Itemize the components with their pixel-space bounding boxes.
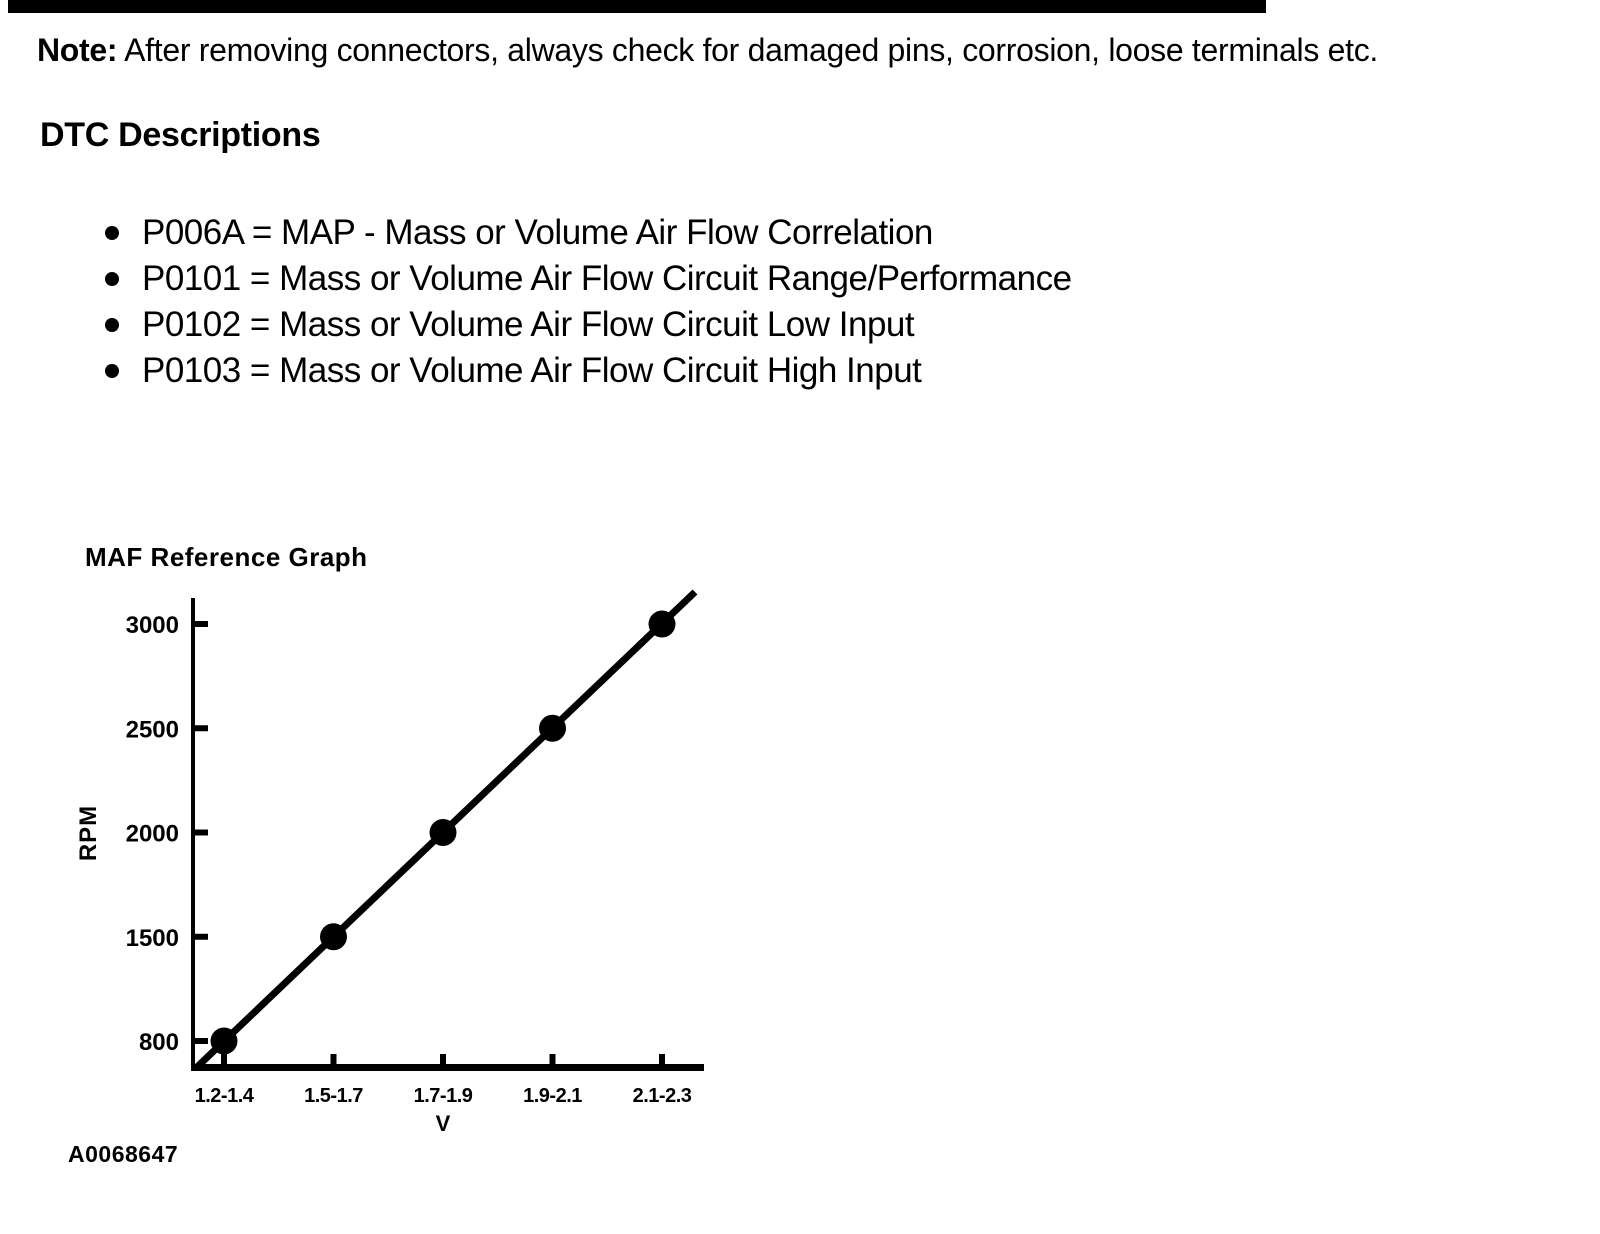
data-point: [211, 1028, 238, 1055]
dtc-item-text: P006A = MAP - Mass or Volume Air Flow Correlation: [142, 213, 933, 252]
y-tick: [195, 725, 208, 731]
data-point: [320, 923, 347, 950]
y-tick-label: 800: [138, 1029, 179, 1056]
dtc-item-text: P0102 = Mass or Volume Air Flow Circuit Low Input: [142, 305, 915, 344]
y-tick-label: 2500: [125, 716, 179, 744]
note-paragraph: [37, 32, 1378, 69]
bullet-icon: [105, 226, 119, 240]
dtc-item-text: P0103 = Mass or Volume Air Flow Circuit High Input: [142, 351, 922, 390]
x-tick-label: 2.1-2.3: [632, 1085, 692, 1107]
dtc-list-item: [105, 302, 1072, 348]
dtc-item-text: P0101 = Mass or Volume Air Flow Circuit Range/Performance: [142, 259, 1072, 298]
figure-id: A0068647: [68, 1141, 179, 1167]
x-tick: [440, 1054, 446, 1064]
bullet-icon: [105, 364, 119, 378]
x-axis-label: V: [435, 1111, 451, 1136]
dtc-list-item: [105, 256, 1072, 302]
data-point: [430, 819, 457, 846]
dtc-list-item: [105, 210, 1072, 256]
x-tick: [221, 1054, 227, 1064]
x-tick-label: 1.2-1.4: [194, 1085, 254, 1107]
note-text: After removing connectors, always check for damaged pins, corrosion, loose terminals etc.: [117, 32, 1378, 68]
data-point: [539, 715, 566, 742]
chart-title: MAF Reference Graph: [85, 542, 368, 572]
y-axis: [191, 598, 195, 1071]
y-tick: [195, 934, 208, 940]
x-tick: [550, 1054, 556, 1064]
dtc-list: [105, 210, 1072, 394]
x-tick: [659, 1054, 665, 1064]
x-tick-label: 1.9-2.1: [523, 1085, 582, 1107]
y-tick-label: 3000: [125, 612, 179, 639]
note-label: Note:: [37, 32, 118, 68]
y-tick: [195, 621, 208, 627]
y-tick-label: 1500: [125, 924, 179, 952]
y-axis-label: RPM: [75, 804, 102, 862]
bullet-icon: [105, 272, 119, 286]
x-tick-label: 1.5-1.7: [304, 1085, 363, 1107]
scan-artifact-bar: [8, 0, 1266, 13]
y-tick: [195, 830, 208, 836]
section-heading: DTC Descriptions: [40, 116, 321, 154]
bullet-icon: [105, 318, 119, 332]
maf-reference-graph: [0, 530, 780, 1190]
x-axis: [191, 1064, 704, 1071]
x-tick-label: 1.7-1.9: [413, 1085, 473, 1107]
y-tick-label: 2000: [125, 820, 179, 848]
dtc-list-item: [105, 348, 1072, 394]
data-point: [649, 611, 676, 638]
x-tick: [331, 1054, 337, 1064]
y-tick: [195, 1038, 208, 1044]
